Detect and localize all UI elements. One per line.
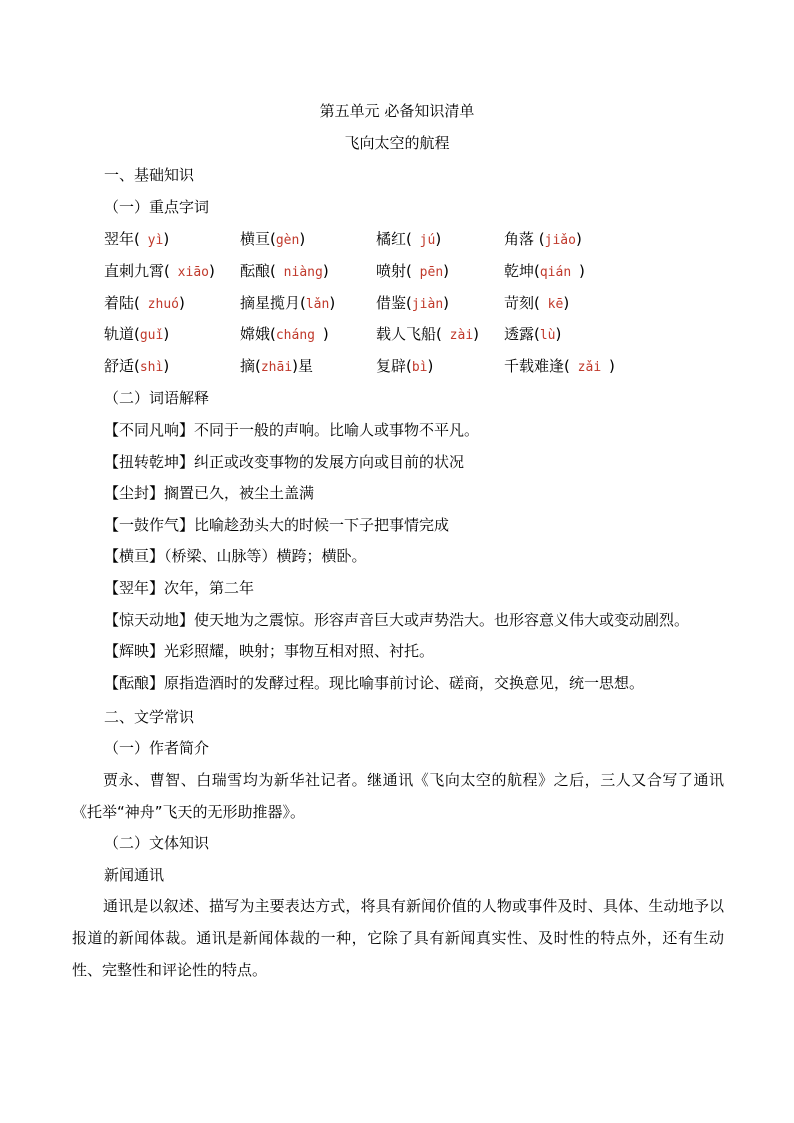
vocab-row: [104, 324, 664, 344]
vocab-pinyin: guǐ: [139, 328, 164, 343]
vocab-word: 酝酿(: [240, 262, 276, 280]
vocab-pinyin: zài: [441, 328, 474, 343]
vocab-item: [504, 293, 569, 315]
vocab-close: ): [163, 357, 170, 375]
vocab-word: 嫦娥(: [240, 325, 276, 343]
vocab-pinyin: lù: [539, 328, 556, 343]
vocab-word: 摘星揽月(: [240, 294, 306, 312]
vocab-item: [240, 261, 329, 283]
vocab-item: [104, 261, 215, 283]
definition-item: 【辉映】光彩照耀，映射；事物互相对照、衬托。: [104, 642, 435, 660]
vocab-close: ): [163, 230, 170, 248]
vocab-pinyin: kē: [539, 297, 564, 312]
vocab-pinyin: cháng: [275, 328, 323, 343]
vocab-word: 角落 (: [504, 230, 545, 248]
vocab-item: [104, 229, 169, 251]
definition-item: 【一鼓作气】比喻趁劲头大的时候一下子把事情完成: [104, 516, 450, 534]
vocab-pinyin: niàng: [275, 265, 323, 280]
vocab-word: 喷射(: [376, 262, 412, 280]
vocab-close: ): [563, 294, 570, 312]
vocab-pinyin: bì: [411, 360, 428, 375]
definition-item: 【扭转乾坤】纠正或改变事物的发展方向或目前的状况: [104, 453, 465, 471]
subheading-author-intro: （一）作者简介: [104, 739, 210, 757]
vocab-word: 直刺九霄(: [104, 262, 170, 280]
vocab-pinyin: jú: [411, 233, 436, 248]
vocab-close: ): [329, 294, 336, 312]
section-heading-basics: 一、基础知识: [104, 166, 195, 184]
vocab-word: 横亘(: [240, 230, 276, 248]
vocab-item: [240, 356, 313, 378]
definition-item: 【尘封】搁置已久，被尘土盖满: [104, 484, 315, 502]
vocab-pinyin: shì: [139, 360, 164, 375]
genre-title: 新闻通讯: [104, 866, 165, 884]
vocab-close: ): [322, 325, 329, 343]
vocab-word: 轨道(: [104, 325, 140, 343]
definition-item: 【酝酿】原指造酒时的发酵过程。现比喻事前讨论、磋商，交换意见，统一思想。: [104, 674, 645, 692]
vocab-pinyin: zǎi: [569, 360, 609, 375]
vocab-close: ): [443, 262, 450, 280]
definition-item: 【翌年】次年，第二年: [104, 579, 255, 597]
vocab-word: 舒适(: [104, 357, 140, 375]
vocab-item: [376, 324, 479, 346]
vocab-close: ): [609, 357, 615, 375]
definition-item: 【横亘】（桥梁、山脉等）横跨；横卧。: [104, 547, 367, 565]
vocab-item: [504, 261, 585, 283]
genre-paragraph: 通讯是以叙述、描写为主要表达方式，将具有新闻价值的人物或事件及时、具体、生动地予以报道的新闻体裁。通讯是新闻体裁的一种，它除了具有新闻真实性、及时性的特点外，还有生动性、完整性和评论性的特点。: [72, 897, 724, 979]
document-title: 第五单元 必备知识清单: [319, 102, 475, 120]
vocab-word: 翌年(: [104, 230, 140, 248]
vocab-pinyin: yì: [139, 233, 164, 248]
vocab-pinyin: xiāo: [169, 265, 209, 280]
vocab-word: 千载难逢(: [504, 357, 570, 375]
vocab-close: ): [473, 325, 480, 343]
vocab-item: [240, 293, 335, 315]
document-subtitle: 飞向太空的航程: [344, 134, 450, 152]
vocab-word: 着陆(: [104, 294, 140, 312]
vocab-close: ): [209, 262, 215, 280]
vocab-item: [376, 229, 441, 251]
vocab-item: [240, 229, 305, 251]
definition-item: 【不同凡响】不同于一般的声响。比喻人或事物不平凡。: [104, 421, 480, 439]
vocab-word: 借鉴(: [376, 294, 412, 312]
vocab-close: ): [322, 262, 329, 280]
vocab-row: [104, 229, 664, 249]
vocab-pinyin: jiàn: [411, 297, 444, 312]
vocab-word: 苛刻(: [504, 294, 540, 312]
vocab-word: 摘(: [240, 357, 261, 375]
vocab-pinyin: zhāi: [260, 360, 293, 375]
vocab-pinyin: qián: [539, 265, 579, 280]
vocab-item: [104, 293, 185, 315]
vocab-word: 橘红(: [376, 230, 412, 248]
author-paragraph: 贾永、曹智、白瑞雪均为新华社记者。继通讯《飞向太空的航程》之后，三人又合写了通讯《托举“神舟”飞天的无形助推器》。: [72, 771, 724, 821]
vocab-close: )星: [292, 357, 314, 375]
vocab-close: ): [163, 325, 170, 343]
vocab-close: ): [299, 230, 306, 248]
vocab-close: ): [443, 294, 450, 312]
section-heading-literature: 二、文学常识: [104, 708, 195, 726]
vocab-item: [504, 324, 561, 346]
vocab-word: 透露(: [504, 325, 540, 343]
vocab-item: [104, 356, 169, 378]
vocab-word: 复辟(: [376, 357, 412, 375]
vocab-word: 乾坤(: [504, 262, 540, 280]
vocab-item: [504, 229, 582, 251]
vocab-close: ): [435, 230, 442, 248]
vocab-close: ): [579, 262, 585, 280]
vocab-row: [104, 261, 664, 281]
vocab-close: ): [427, 357, 434, 375]
vocab-pinyin: zhuó: [139, 297, 179, 312]
definition-item: 【惊天动地】使天地为之震惊。形容声音巨大或声势浩大。也形容意义伟大或变动剧烈。: [104, 611, 690, 629]
vocab-item: [104, 324, 169, 346]
vocab-word: 载人飞船(: [376, 325, 442, 343]
vocab-pinyin: lǎn: [305, 297, 330, 312]
vocab-pinyin: jiǎo: [544, 233, 576, 248]
subheading-genre-knowledge: （二）文体知识: [104, 834, 210, 852]
subheading-word-explanations: （二）词语解释: [104, 389, 210, 407]
subheading-key-words: （一）重点字词: [104, 198, 210, 216]
vocab-item: [376, 261, 449, 283]
vocab-close: ): [555, 325, 562, 343]
vocab-item: [376, 356, 433, 378]
vocab-pinyin: pēn: [411, 265, 444, 280]
vocab-item: [504, 356, 615, 378]
vocab-pinyin: gèn: [275, 233, 300, 248]
vocab-item: [240, 324, 329, 346]
vocab-item: [376, 293, 449, 315]
vocab-row: [104, 293, 664, 313]
vocab-close: ): [179, 294, 185, 312]
vocab-row: [104, 356, 664, 376]
vocab-close: ): [575, 230, 582, 248]
